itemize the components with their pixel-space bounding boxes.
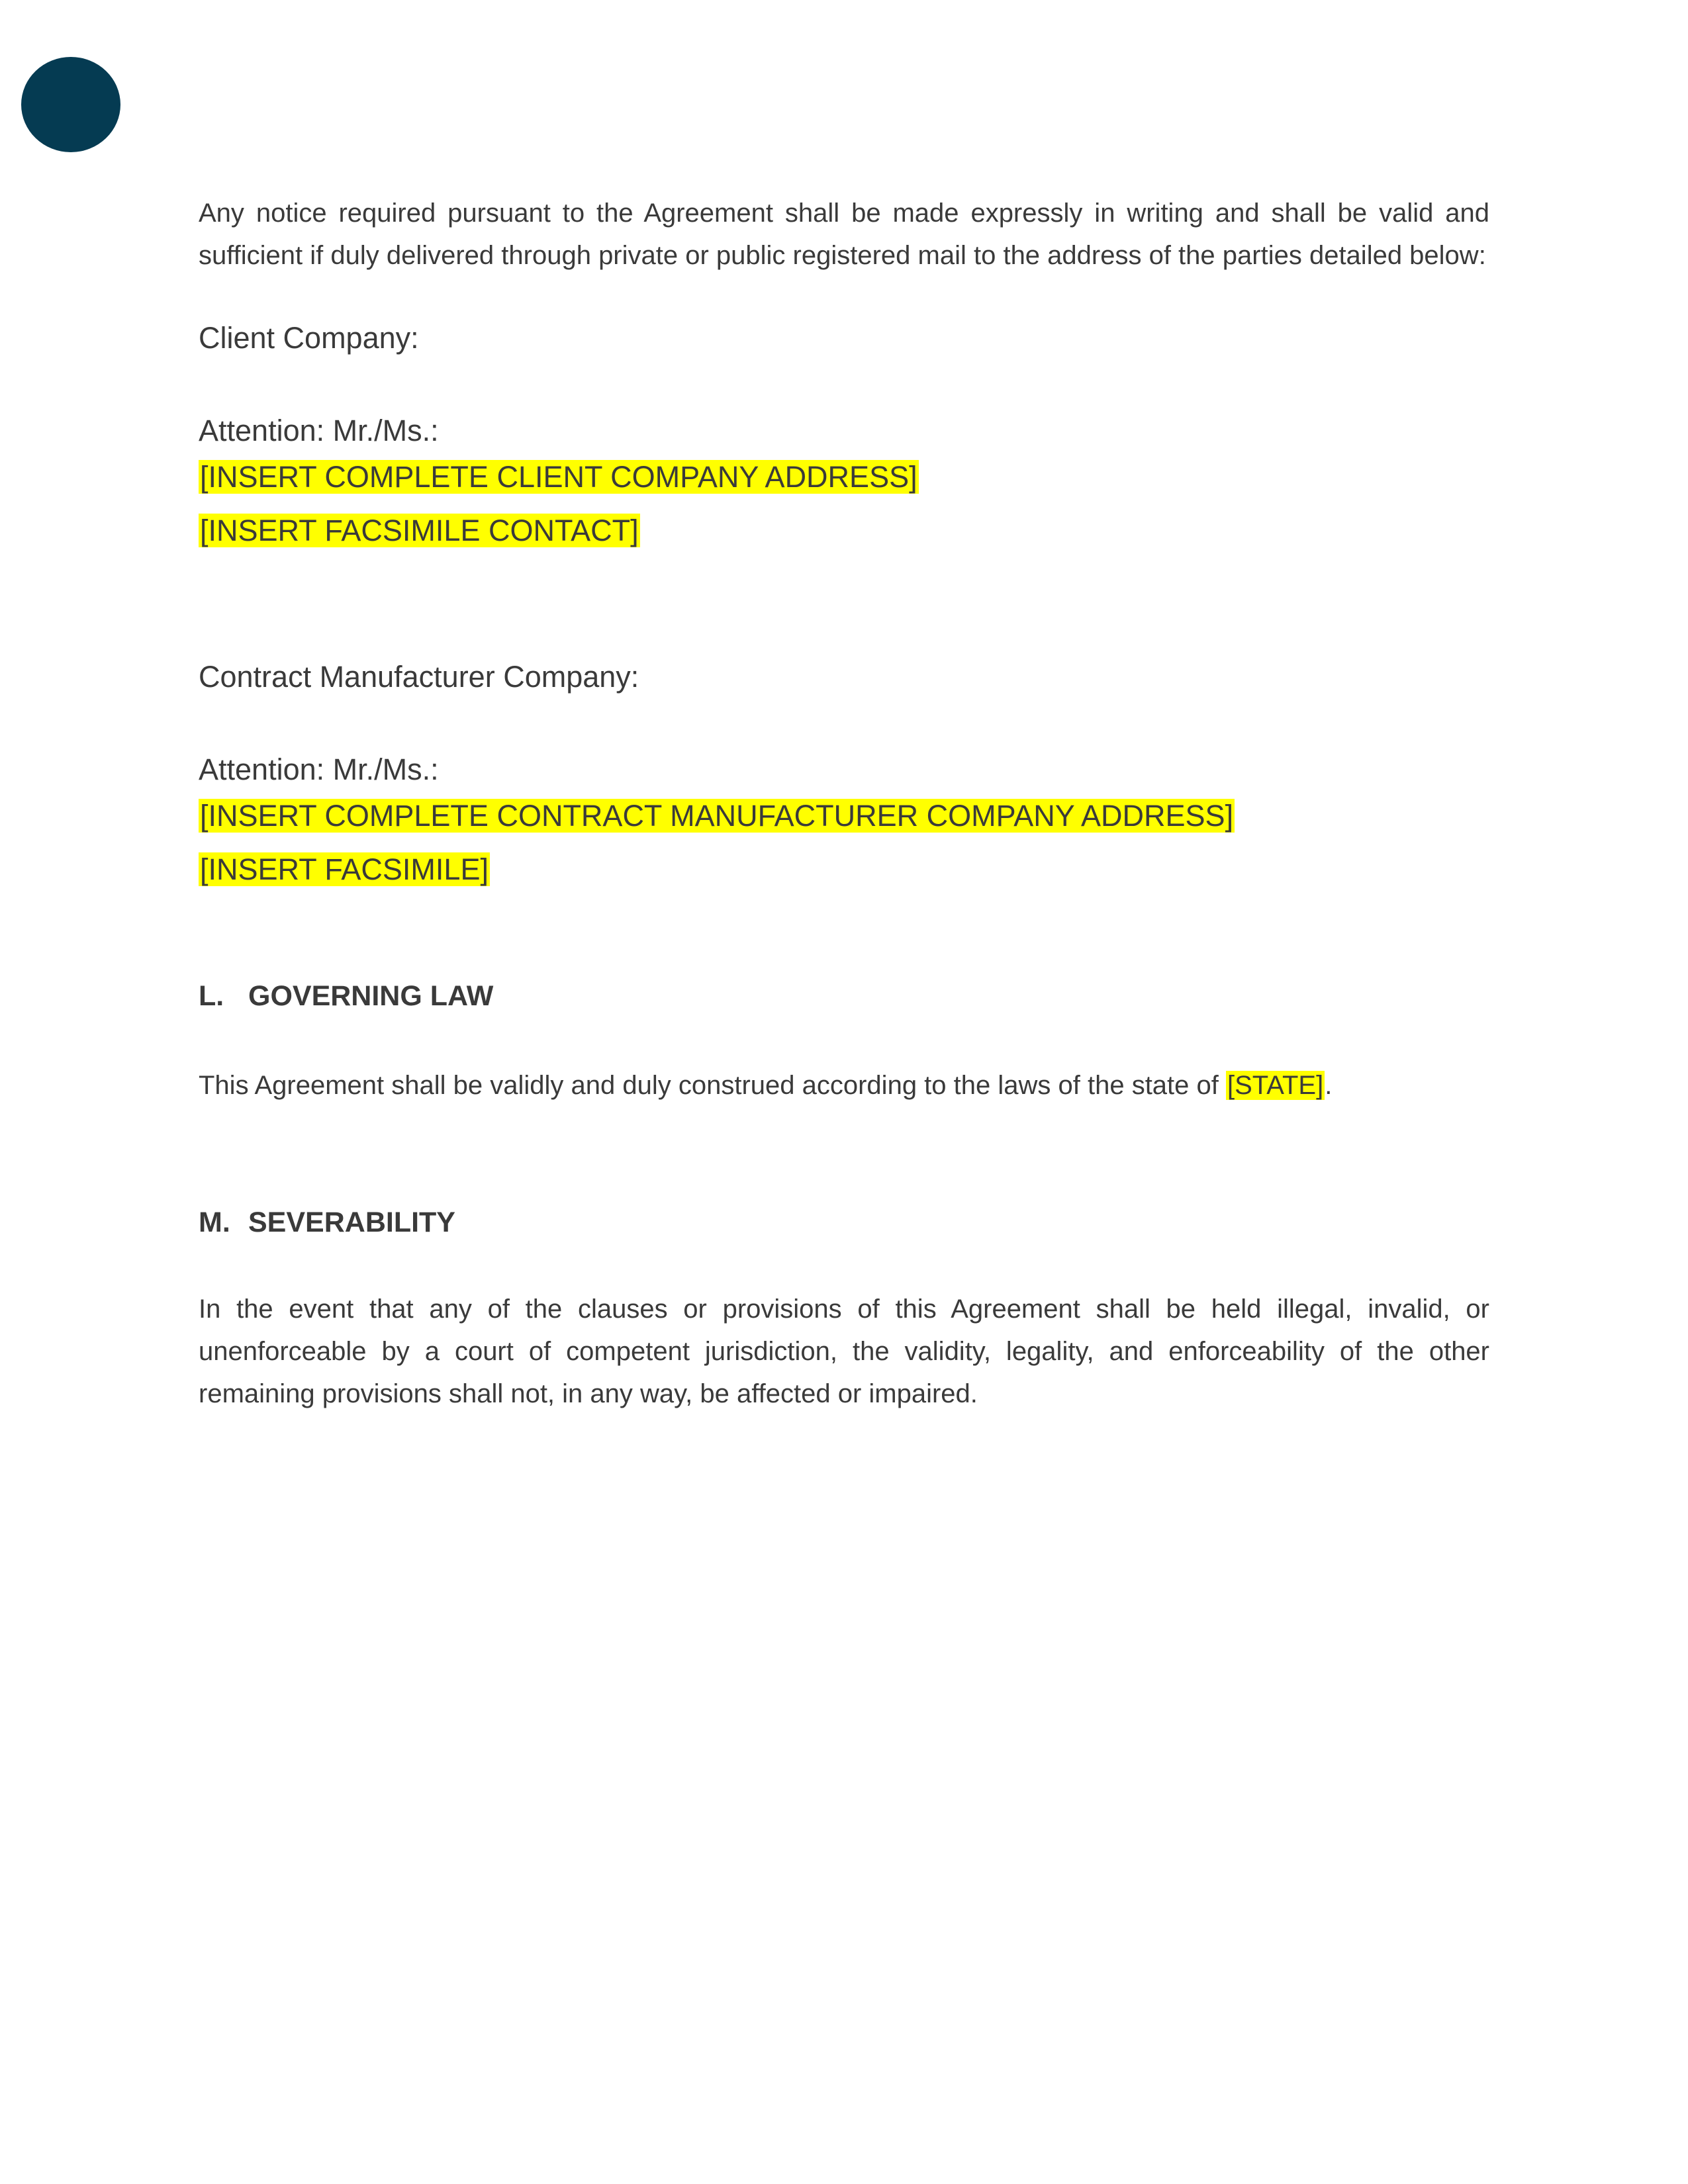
governing-law-text bbox=[199, 1064, 1489, 1107]
governing-law-title: GOVERNING LAW bbox=[248, 980, 494, 1012]
governing-law-text-after: . bbox=[1325, 1071, 1333, 1100]
severability-number: M. bbox=[199, 1206, 230, 1238]
governing-law-number: L. bbox=[199, 980, 224, 1012]
severability-text: In the event that any of the clauses or provisions of this Agreement shall be held illegal, invalid, or unenforceable by a court of competent jurisdiction, the validity, legality, and enforceability of the other remaining provisions shall not, in any way, be affected or impaired. bbox=[199, 1295, 1489, 1408]
state-placeholder: [STATE] bbox=[1227, 1071, 1324, 1100]
governing-law-text-before: This Agreement shall be validly and duly construed according to the laws of the state of bbox=[199, 1071, 1226, 1100]
client-fax-placeholder: [INSERT FACSIMILE CONTACT] bbox=[200, 514, 639, 547]
manufacturer-address-placeholder: [INSERT COMPLETE CONTRACT MANUFACTURER COMPANY ADDRESS] bbox=[200, 799, 1234, 833]
manufacturer-fax-placeholder: [INSERT FACSIMILE] bbox=[200, 852, 489, 886]
governing-law-heading bbox=[199, 973, 1489, 1019]
client-attention-label: Attention: Mr./Ms.: bbox=[199, 414, 439, 447]
decorative-dot bbox=[21, 57, 120, 152]
notice-intro: Any notice required pursuant to the Agreement shall be made expressly in writing and shall be valid and sufficient if duly delivered through private or public registered mail to the address of the parties detailed below: bbox=[199, 199, 1489, 270]
manufacturer-attention-label: Attention: Mr./Ms.: bbox=[199, 752, 439, 786]
severability-title: SEVERABILITY bbox=[248, 1206, 455, 1238]
severability-heading bbox=[199, 1199, 1489, 1246]
client-company-label: Client Company: bbox=[199, 321, 419, 355]
manufacturer-company-label: Contract Manufacturer Company: bbox=[199, 660, 639, 694]
client-address-placeholder: [INSERT COMPLETE CLIENT COMPANY ADDRESS] bbox=[200, 460, 917, 494]
document-body bbox=[199, 192, 1489, 1415]
